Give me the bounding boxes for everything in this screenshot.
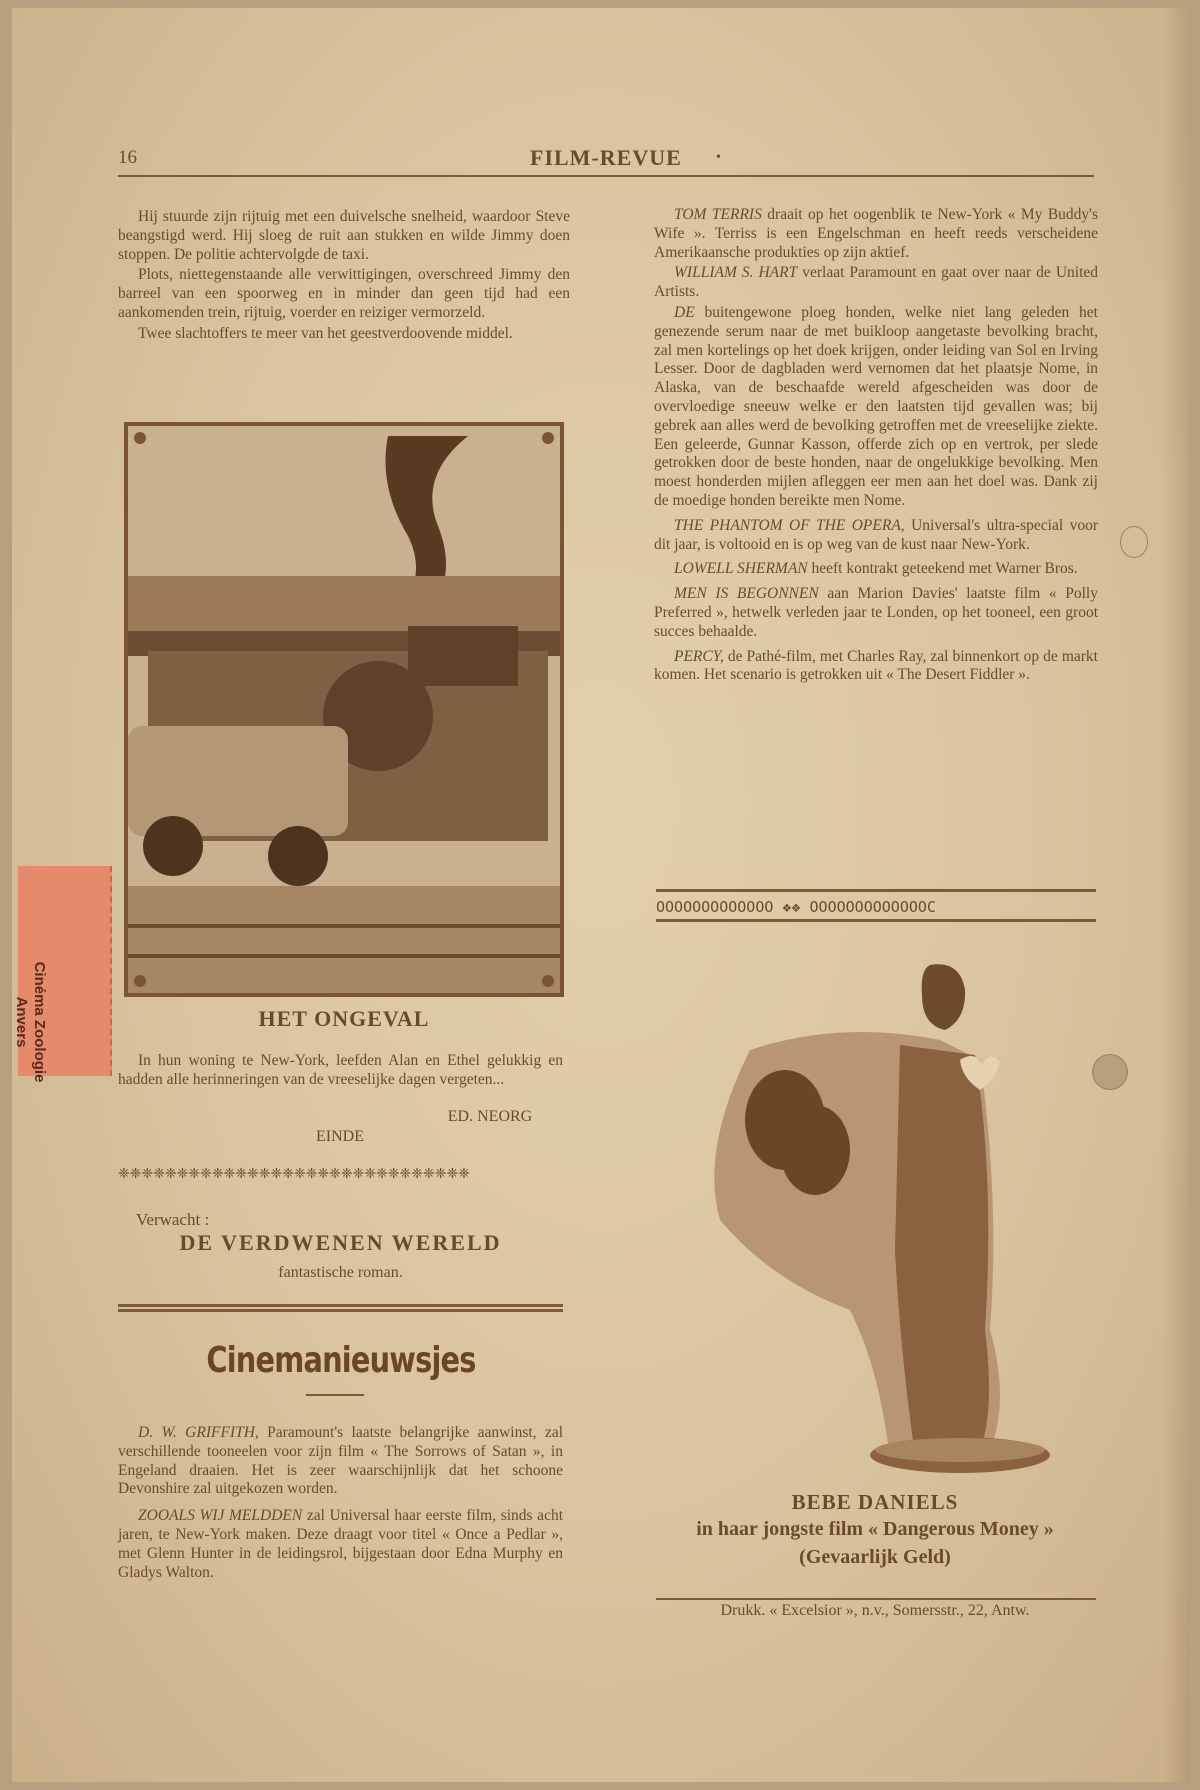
stamp-line: Cinéma Zoologie — [31, 961, 48, 1083]
cinema-ticket-stamp — [13, 866, 112, 1083]
news-text: de Pathé-film, met Charles Ray, zal binnenkort op de markt komen. Het scenario is getrokken uit « The Desert Fiddler ». — [654, 647, 1098, 684]
coming-label: Verwacht : — [136, 1210, 210, 1229]
ending-text — [118, 1052, 563, 1092]
news-lead: THE PHANTOM OF THE OPERA, — [674, 516, 905, 534]
header-dot: • — [716, 150, 721, 165]
punch-hole — [1092, 1054, 1128, 1090]
ornament-top-rule — [656, 889, 1096, 892]
photo-caption: HET ONGEVAL — [258, 1006, 430, 1031]
news-lead: ZOOALS WIJ MELDDEN — [138, 1507, 303, 1525]
news-lead: D. W. GRIFFITH, — [138, 1424, 259, 1441]
stamp-text — [12, 922, 48, 1122]
corner-rivet — [134, 975, 146, 987]
page-edge-shadow — [1162, 8, 1190, 1782]
news-text: verlaat Paramount en gaat over naar de United Artists. — [654, 264, 1098, 301]
photo-caption-name: BEBE DANIELS — [791, 1490, 959, 1514]
story-paragraph: Hij stuurde zijn rijtuig met een duivelsche snelheid, waardoor Steve beangstigd werd. Hij sloeg de ruit aan stukken en wilde Jimmy doen stoppen. De politie achtervolgde de taxi. — [118, 208, 570, 263]
corner-rivet — [134, 432, 146, 444]
section-title: Cinemanieuwsjes — [206, 1340, 476, 1381]
news-left — [118, 1424, 563, 1584]
news-item — [654, 585, 1098, 641]
news-lead: PERCY, — [674, 647, 724, 665]
news-text: zal Universal haar eerste film, sinds acht jaren, te New-York maken. Deze draagt voor titel « Once a Pedlar », met Glenn Hunter in de leidingsrol, bijgestaan door Edna Murphy en Gladys Walton. — [118, 1507, 563, 1581]
news-text: buitengewone ploeg honden, welke niet lang geleden het genezende serum naar de met buikloop aangetaste bevolking bracht, zal men kortelings op het doek krijgen, onder leiding van Sol en Irving Lesser. Door de dagbladen werd vernomen dat het plaatsje Nome, in Alaska, van de beschaafde wereld afgescheiden was door de overvloedige sneeuw welke er den laatsten tijd gevallen was; bij gebrek aan alles werd de bevolking getroffen met de vreeselijke ziekte. Een geleerde, Gunnar Kasson, offerde zich op en vertrok, per slede getrokken door de beste honden, naar de ongelukkige bevolking. Men moest honderden mijlen afleggen eer men aan het doel was. Dank zij de moedige honden bereikte men Nome. — [654, 303, 1098, 509]
news-text: Universal's ultra-special voor dit jaar, is voltooid en is op weg van de kust naar New-York. — [654, 516, 1098, 553]
corner-rivet — [542, 975, 554, 987]
photo-caption-sub: (Gevaarlijk Geld) — [799, 1546, 951, 1568]
news-item — [654, 264, 1098, 302]
news-item — [654, 648, 1098, 686]
news-item — [118, 1507, 563, 1582]
stamp-line: Anvers — [13, 996, 30, 1048]
news-item — [654, 304, 1098, 511]
photo-caption-line: in haar jongste film « Dangerous Money » — [696, 1518, 1054, 1540]
news-text: Paramount's laatste belangrijke aanwinst, zal verschillende tooneelen voor zijn film « The Sorrows of Satan », in Engeland draaien. Het is zeer waarschijnlijk dat het schoone Devonshire zal uitgekozen worden. — [118, 1424, 563, 1498]
news-text: heeft kontrakt geteekend met Warner Bros. — [807, 560, 1078, 578]
ornament-divider: ❈❈❈❈❈❈❈❈❈❈❈❈❈❈❈❈❈❈❈❈❈❈❈❈❈❈❈❈❈❈ — [118, 1167, 470, 1182]
story-text — [118, 208, 570, 346]
news-item — [118, 1424, 563, 1499]
news-item — [654, 206, 1098, 262]
page-number: 16 — [118, 147, 137, 168]
bebe-daniels-photo — [690, 950, 1070, 1490]
author-name: ED. NEORG — [447, 1108, 533, 1125]
news-lead: LOWELL SHERMAN — [674, 560, 808, 578]
train-car-illustration — [128, 426, 560, 993]
section-double-rule — [118, 1304, 563, 1312]
printer-line: Drukk. « Excelsior », n.v., Somersstr., 22, Antw. — [720, 1602, 1030, 1619]
news-item — [654, 560, 1098, 579]
ending-paragraph: In hun woning te New-York, leefden Alan en Ethel gelukkig en hadden alle herinneringen van de vreeselijke dagen vergeten... — [118, 1052, 563, 1088]
story-paragraph: Plots, niettegenstaande alle verwittigingen, overschreed Jimmy den barreel van een spoorweg en in minder dan geen tijd had een aankomenden trein, rijtuig, voerder en reiziger vermorzeld. — [118, 266, 570, 321]
corner-rivet — [542, 432, 554, 444]
title-underline — [306, 1394, 364, 1396]
news-lead: TOM TERRIS — [674, 206, 762, 223]
page-mark — [1120, 526, 1148, 558]
news-lead: WILLIAM S. HART — [674, 264, 798, 282]
coming-subtitle: fantastische roman. — [278, 1264, 403, 1281]
magazine-title: FILM-REVUE — [530, 145, 682, 170]
accident-photo — [124, 422, 564, 997]
news-text: aan Marion Davies' laatste film « Polly Preferred », hetwelk verleden jaar te Londen, op het tooneel, een groot succes behaalde. — [654, 585, 1098, 640]
news-lead: DE — [674, 303, 695, 321]
story-paragraph: Twee slachtoffers te meer van het geestverdoovende middel. — [138, 324, 513, 342]
footer-rule — [656, 1598, 1096, 1600]
news-right — [654, 206, 1098, 687]
ornament-bottom-rule — [656, 919, 1096, 922]
header-rule — [118, 175, 1094, 177]
news-lead: MEN IS BEGONNEN — [674, 585, 819, 603]
coming-title: DE VERDWENEN WERELD — [179, 1230, 502, 1255]
end-label: EINDE — [316, 1128, 364, 1145]
ornament-divider: OOOOOOOOOOOOO ❖❖ OOOOOOOOOOOOOC — [656, 898, 936, 916]
news-text: draait op het oogenblik te New-York « My Buddy's Wife ». Terriss is een Engelschman en heeft reeds verscheidene Amerikaansche produkties op zijn aktief. — [654, 206, 1098, 261]
news-item — [654, 517, 1098, 555]
